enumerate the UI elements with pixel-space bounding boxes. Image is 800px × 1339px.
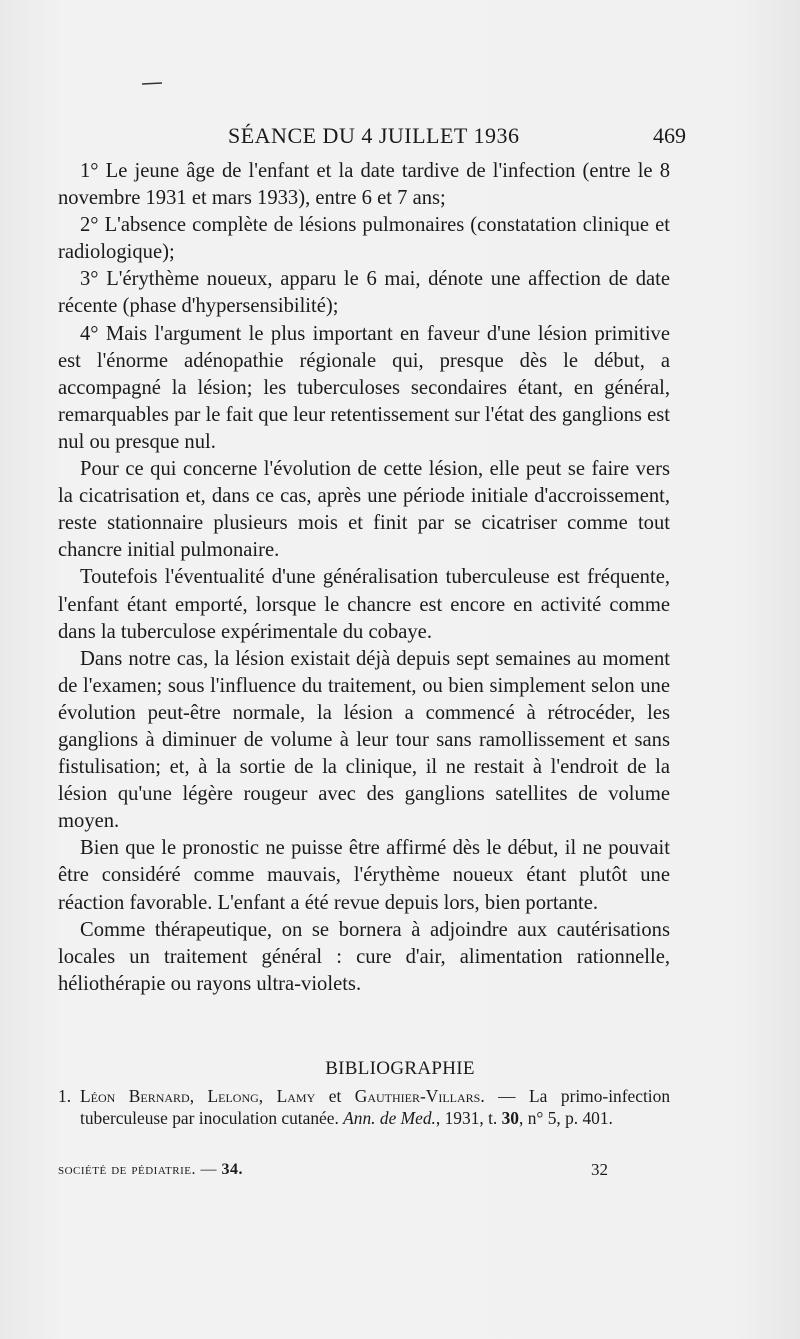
- entry-title: . — La primo-infection tuberculeuse par inoculation cutanée.: [80, 1086, 671, 1128]
- signature-number: 34.: [221, 1161, 243, 1178]
- paragraph-therapy: Comme thérapeutique, on se bornera à adjoindre aux cautérisations locales un traitement général : cure d'air, alimentation rationnelle, héliothérapie ou rayons ultra-violets.: [58, 918, 670, 995]
- paragraph-point-4: 4° Mais l'argument le plus important en faveur d'une lésion primitive est l'énorme adénopathie régionale qui, presque dès le début, a accompagné la lésion; les tuberculoses secondaires étant, en général, remarquables par le fait que leur retentissement sur l'état des ganglions est nul ou presque nul.: [58, 322, 670, 453]
- entry-number: 1.: [58, 1086, 72, 1106]
- signature-text: société de pédiatrie. —: [58, 1161, 222, 1178]
- entry-authors-last: Gauthier-Villars: [354, 1086, 481, 1106]
- entry-and: et: [315, 1086, 355, 1106]
- paragraph-point-3: 3° L'érythème noueux, apparu le 6 mai, dénote une affection de date récente (phase d'hypersensibilité);: [58, 268, 670, 318]
- entry-pages: , n° 5, p. 401.: [519, 1107, 613, 1128]
- entry-authors: Léon Bernard, Lelong, Lamy: [80, 1086, 316, 1106]
- paragraph-evolution: Pour ce qui concerne l'évolution de cette lésion, elle peut se faire vers la cicatrisation et, dans ce cas, après une période initiale d'accroissement, reste stationnaire plusieurs mois et finit par se cicatriser comme tout chancre initial pulmonaire.: [58, 458, 670, 562]
- bibliography-heading: BIBLIOGRAPHIE: [325, 1058, 475, 1079]
- paragraph-generalisation: Toutefois l'éventualité d'une généralisation tuberculeuse est fréquente, l'enfant étant emporté, lorsque le chancre est encore en activité comme dans la tuberculose expérimentale du cobaye.: [58, 566, 670, 643]
- entry-journal: Ann. de Med.: [343, 1107, 436, 1128]
- bibliography-entry: [58, 1086, 670, 1129]
- entry-volume: 30: [501, 1107, 519, 1128]
- running-header: [228, 122, 686, 150]
- body-text: [58, 158, 670, 998]
- bibliography-list: [58, 1086, 670, 1129]
- paragraph-our-case: Dans notre cas, la lésion existait déjà depuis sept semaines au moment de l'examen; sous l'influence du traitement, ou bien simplement selon une évolution peut-être normale, la lésion a commencé à rétrocéder, les ganglions à diminuer de volume à leur tour sans ramollissement et sans fistulisation; et, à la sortie de la clinique, il ne restait à l'endroit de la lésion qu'une légère rougeur avec des ganglions satellites de volume moyen.: [58, 647, 670, 833]
- signature-mark: [58, 1158, 243, 1182]
- entry-year: , 1931, t.: [435, 1107, 502, 1128]
- running-title: SÉANCE DU 4 JUILLET 1936: [228, 123, 520, 148]
- sheet-number: 32: [591, 1160, 608, 1179]
- entry-citation: [80, 1086, 670, 1129]
- page-footer: [58, 1158, 608, 1182]
- page-number: 469: [653, 123, 686, 148]
- ink-smudge-mark: [142, 82, 162, 85]
- paragraph-point-2: 2° L'absence complète de lésions pulmonaires (constatation clinique et radiologique);: [58, 214, 670, 264]
- paragraph-prognosis: Bien que le pronostic ne puisse être affirmé dès le début, il ne pouvait être considéré comme mauvais, l'érythème noueux étant plutôt une réaction favorable. L'enfant a été revue depuis lors, bien portante.: [58, 837, 670, 914]
- paragraph-point-1: 1° Le jeune âge de l'enfant et la date tardive de l'infection (entre le 8 novembre 1931 et mars 1933), entre 6 et 7 ans;: [58, 160, 670, 210]
